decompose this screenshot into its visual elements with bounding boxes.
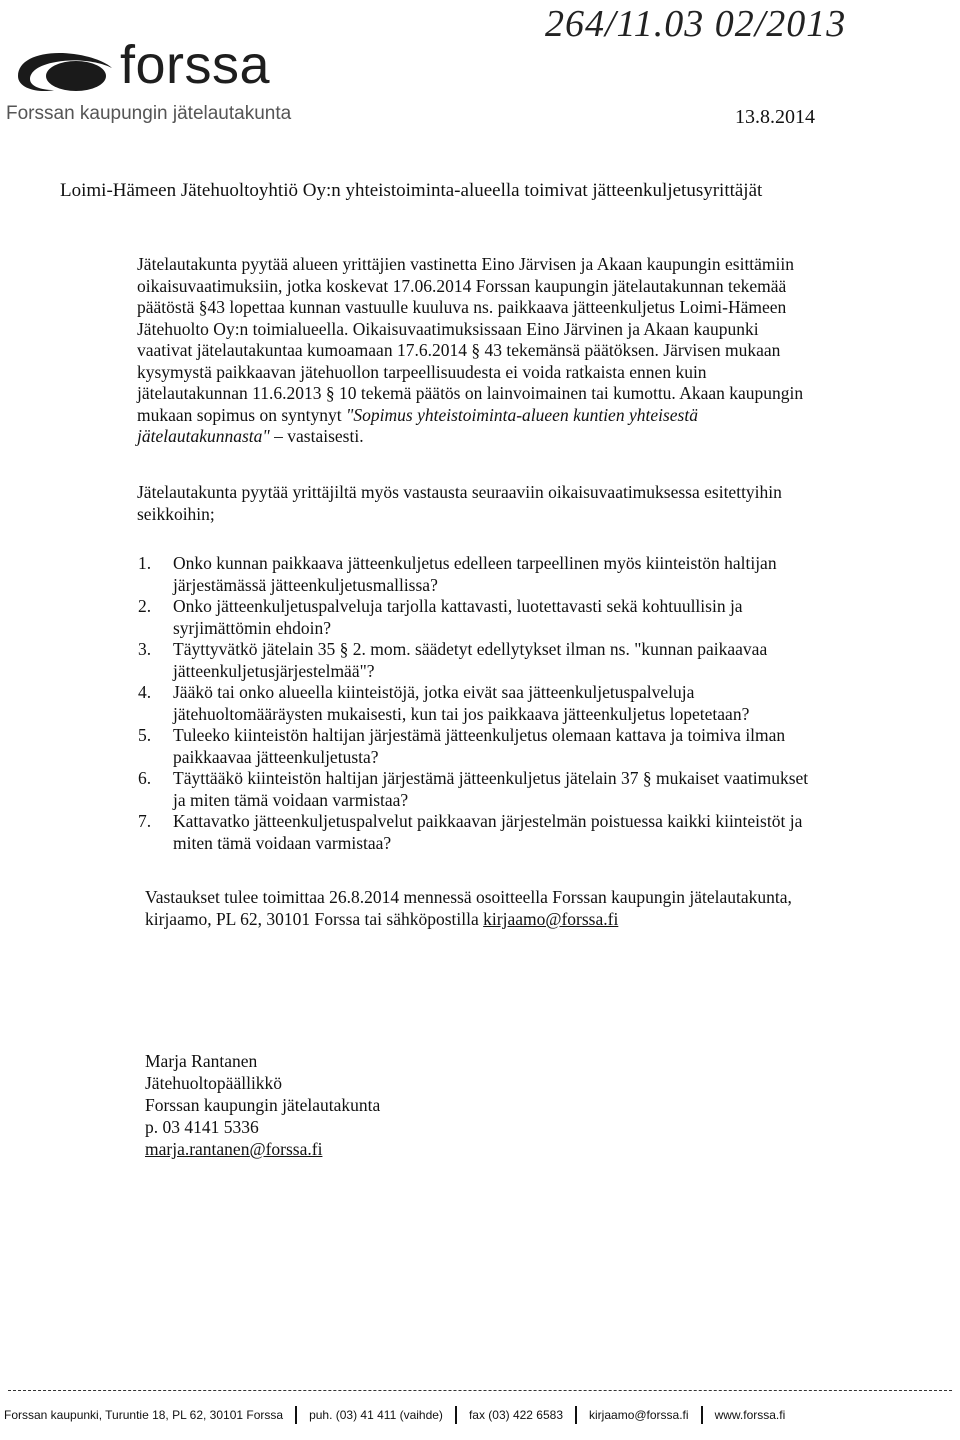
paragraph-line: Jätelautakunta pyytää alueen yrittäjien vastinetta Eino Järvisen ja Akaan kaupungin esittämiin	[137, 254, 795, 274]
footer-email-link[interactable]: kirjaamo@forssa.fi	[589, 1408, 689, 1422]
paragraph-line: päätöstä §43 lopettaa kunnan vastuulle kuuluva ns. paikkaava jätteenkuljetus Loimi-Hämeen	[137, 297, 787, 317]
recipients-line: Loimi-Hämeen Jätehuoltoyhtiö Oy:n yhteistoiminta-alueella toimivat jätteenkuljetusyrittäjät	[60, 180, 763, 201]
question-number: 6.	[138, 768, 152, 788]
question-text	[173, 639, 908, 682]
paragraph-line: Vastaukset tulee toimittaa 26.8.2014 mennessä osoitteella Forssan kaupungin jätelautakunta,	[145, 887, 792, 907]
signer-organization: Forssan kaupungin jätelautakunta	[145, 1095, 381, 1115]
list-item	[138, 596, 908, 639]
department-name: Forssan kaupungin jätelautakunta	[6, 103, 292, 124]
question-line: Onko kunnan paikkaava jätteenkuljetus edelleen tarpeellinen myös kiinteistön haltijan	[173, 553, 777, 573]
paragraph-line: seikkoihin;	[137, 503, 215, 524]
question-number: 1.	[138, 553, 152, 573]
list-item	[138, 682, 908, 725]
list-item	[138, 811, 908, 854]
list-item	[138, 553, 908, 596]
paragraph-line: Jätehuolto Oy:n toimialueella. Oikaisuvaatimuksissaan Eino Järvinen ja Akaan kaupunki	[137, 318, 759, 339]
request-paragraph	[137, 482, 907, 525]
footer	[4, 1406, 956, 1424]
list-item	[138, 768, 908, 811]
question-line: Täyttääkö kiinteistön haltijan järjestämä jätteenkuljetus jätelain 37 § mukaiset vaatimukset	[173, 768, 809, 788]
logo-wordmark: forssa	[120, 35, 271, 95]
intro-paragraph	[137, 254, 907, 448]
question-list	[138, 553, 908, 854]
footer-fax: fax (03) 422 6583	[468, 1408, 564, 1422]
question-text	[173, 725, 908, 768]
question-number: 7.	[138, 811, 152, 831]
question-number: 3.	[138, 639, 152, 659]
list-item	[138, 725, 908, 768]
paragraph-line	[137, 426, 907, 448]
question-number: 2.	[138, 596, 152, 616]
paragraph-line: oikaisuvaatimuksiin, jotka koskevat 17.06.2014 Forssan kaupungin jätelautakunnan tekemää	[137, 275, 787, 296]
line-text: kirjaamo, PL 62, 30101 Forssa tai sähköpostilla	[145, 909, 484, 929]
deadline-paragraph	[145, 886, 905, 930]
signer-phone: p. 03 4141 5336	[145, 1117, 259, 1137]
question-text	[173, 596, 908, 639]
question-text	[173, 553, 908, 596]
question-line: paikkaavaa jätteenkuljetusta?	[173, 746, 379, 767]
footer-divider	[8, 1390, 952, 1391]
question-text	[173, 768, 908, 811]
question-line: järjestämässä jätteenkuljetusmallissa?	[173, 574, 438, 595]
paragraph-line: kysymystä paikkaavan jätehuollon tarpeellisuudesta ei voida ratkaista ennen kuin	[137, 361, 707, 382]
paragraph-line: Jätelautakunta pyytää yrittäjiltä myös vastausta seuraaviin oikaisuvaatimuksessa esitettyihin	[137, 482, 782, 502]
question-line: Täyttyvätkö jätelain 35 § 2. mom. säädetyt edellytykset ilman ns. "kunnan paikaavaa	[173, 639, 768, 659]
question-line: jätteenkuljetusjärjestelmää"?	[173, 660, 375, 681]
letter-date: 13.8.2014	[735, 106, 815, 128]
question-line: Jääkö tai onko alueella kiinteistöjä, jotka eivät saa jätteenkuljetuspalveluja	[173, 682, 695, 702]
paragraph-line	[137, 405, 907, 427]
forssa-logo-icon	[4, 46, 116, 98]
registry-email-link[interactable]: kirjaamo@forssa.fi	[483, 909, 619, 929]
footer-separator	[701, 1406, 703, 1424]
question-number: 4.	[138, 682, 152, 702]
handwritten-reference: 264/11.03 02/2013	[545, 3, 847, 45]
paragraph-line: jätelautakunnan 11.6.2013 § 10 tekemä päätös on lainvoimainen tai kumottu. Akaan kaupungin	[137, 383, 804, 403]
footer-web-link[interactable]: www.forssa.fi	[714, 1408, 786, 1422]
signer-title: Jätehuoltopäällikkö	[145, 1073, 283, 1093]
signer-name: Marja Rantanen	[145, 1051, 258, 1071]
question-line: syrjimättömin ehdoin?	[173, 617, 331, 638]
agreement-title-italic: "Sopimus yhteistoiminta-alueen kuntien yhteisestä	[346, 404, 698, 425]
question-line: jätehuoltomääräysten mukaisesti, kun tai jos paikkaava jätteenkuljetus lopetetaan?	[173, 703, 750, 724]
signature-block	[145, 1050, 380, 1160]
footer-address: Forssan kaupunki, Turuntie 18, PL 62, 30101 Forssa	[4, 1408, 284, 1422]
question-line: Onko jätteenkuljetuspalveluja tarjolla kattavasti, luotettavasti sekä kohtuullisin ja	[173, 596, 743, 616]
question-text	[173, 682, 908, 725]
question-number: 5.	[138, 725, 152, 745]
footer-phone: puh. (03) 41 411 (vaihde)	[309, 1408, 443, 1422]
line-text: – vastaisesti.	[269, 426, 364, 446]
paragraph-line: vaativat jätelautakuntaa kumoamaan 17.6.2014 § 43 tekemänsä päätöksen. Järvisen mukaan	[137, 340, 781, 360]
question-line: Kattavatko jätteenkuljetuspalvelut paikkaavan järjestelmän poistuessa kaikki kiinteistöt ja	[173, 811, 803, 831]
line-text: mukaan sopimus on syntynyt	[137, 404, 347, 425]
question-line: ja miten tämä voidaan varmistaa?	[173, 789, 409, 810]
agreement-title-italic: jätelautakunnasta"	[137, 426, 270, 446]
footer-separator	[295, 1406, 297, 1424]
footer-separator	[575, 1406, 577, 1424]
paragraph-line	[145, 908, 905, 930]
question-text	[173, 811, 908, 854]
question-line: miten tämä voidaan varmistaa?	[173, 832, 392, 853]
signer-email-link[interactable]: marja.rantanen@forssa.fi	[145, 1139, 323, 1159]
footer-separator	[455, 1406, 457, 1424]
list-item	[138, 639, 908, 682]
question-line: Tuleeko kiinteistön haltijan järjestämä jätteenkuljetus olemaan kattava ja toimiva ilman	[173, 725, 786, 745]
